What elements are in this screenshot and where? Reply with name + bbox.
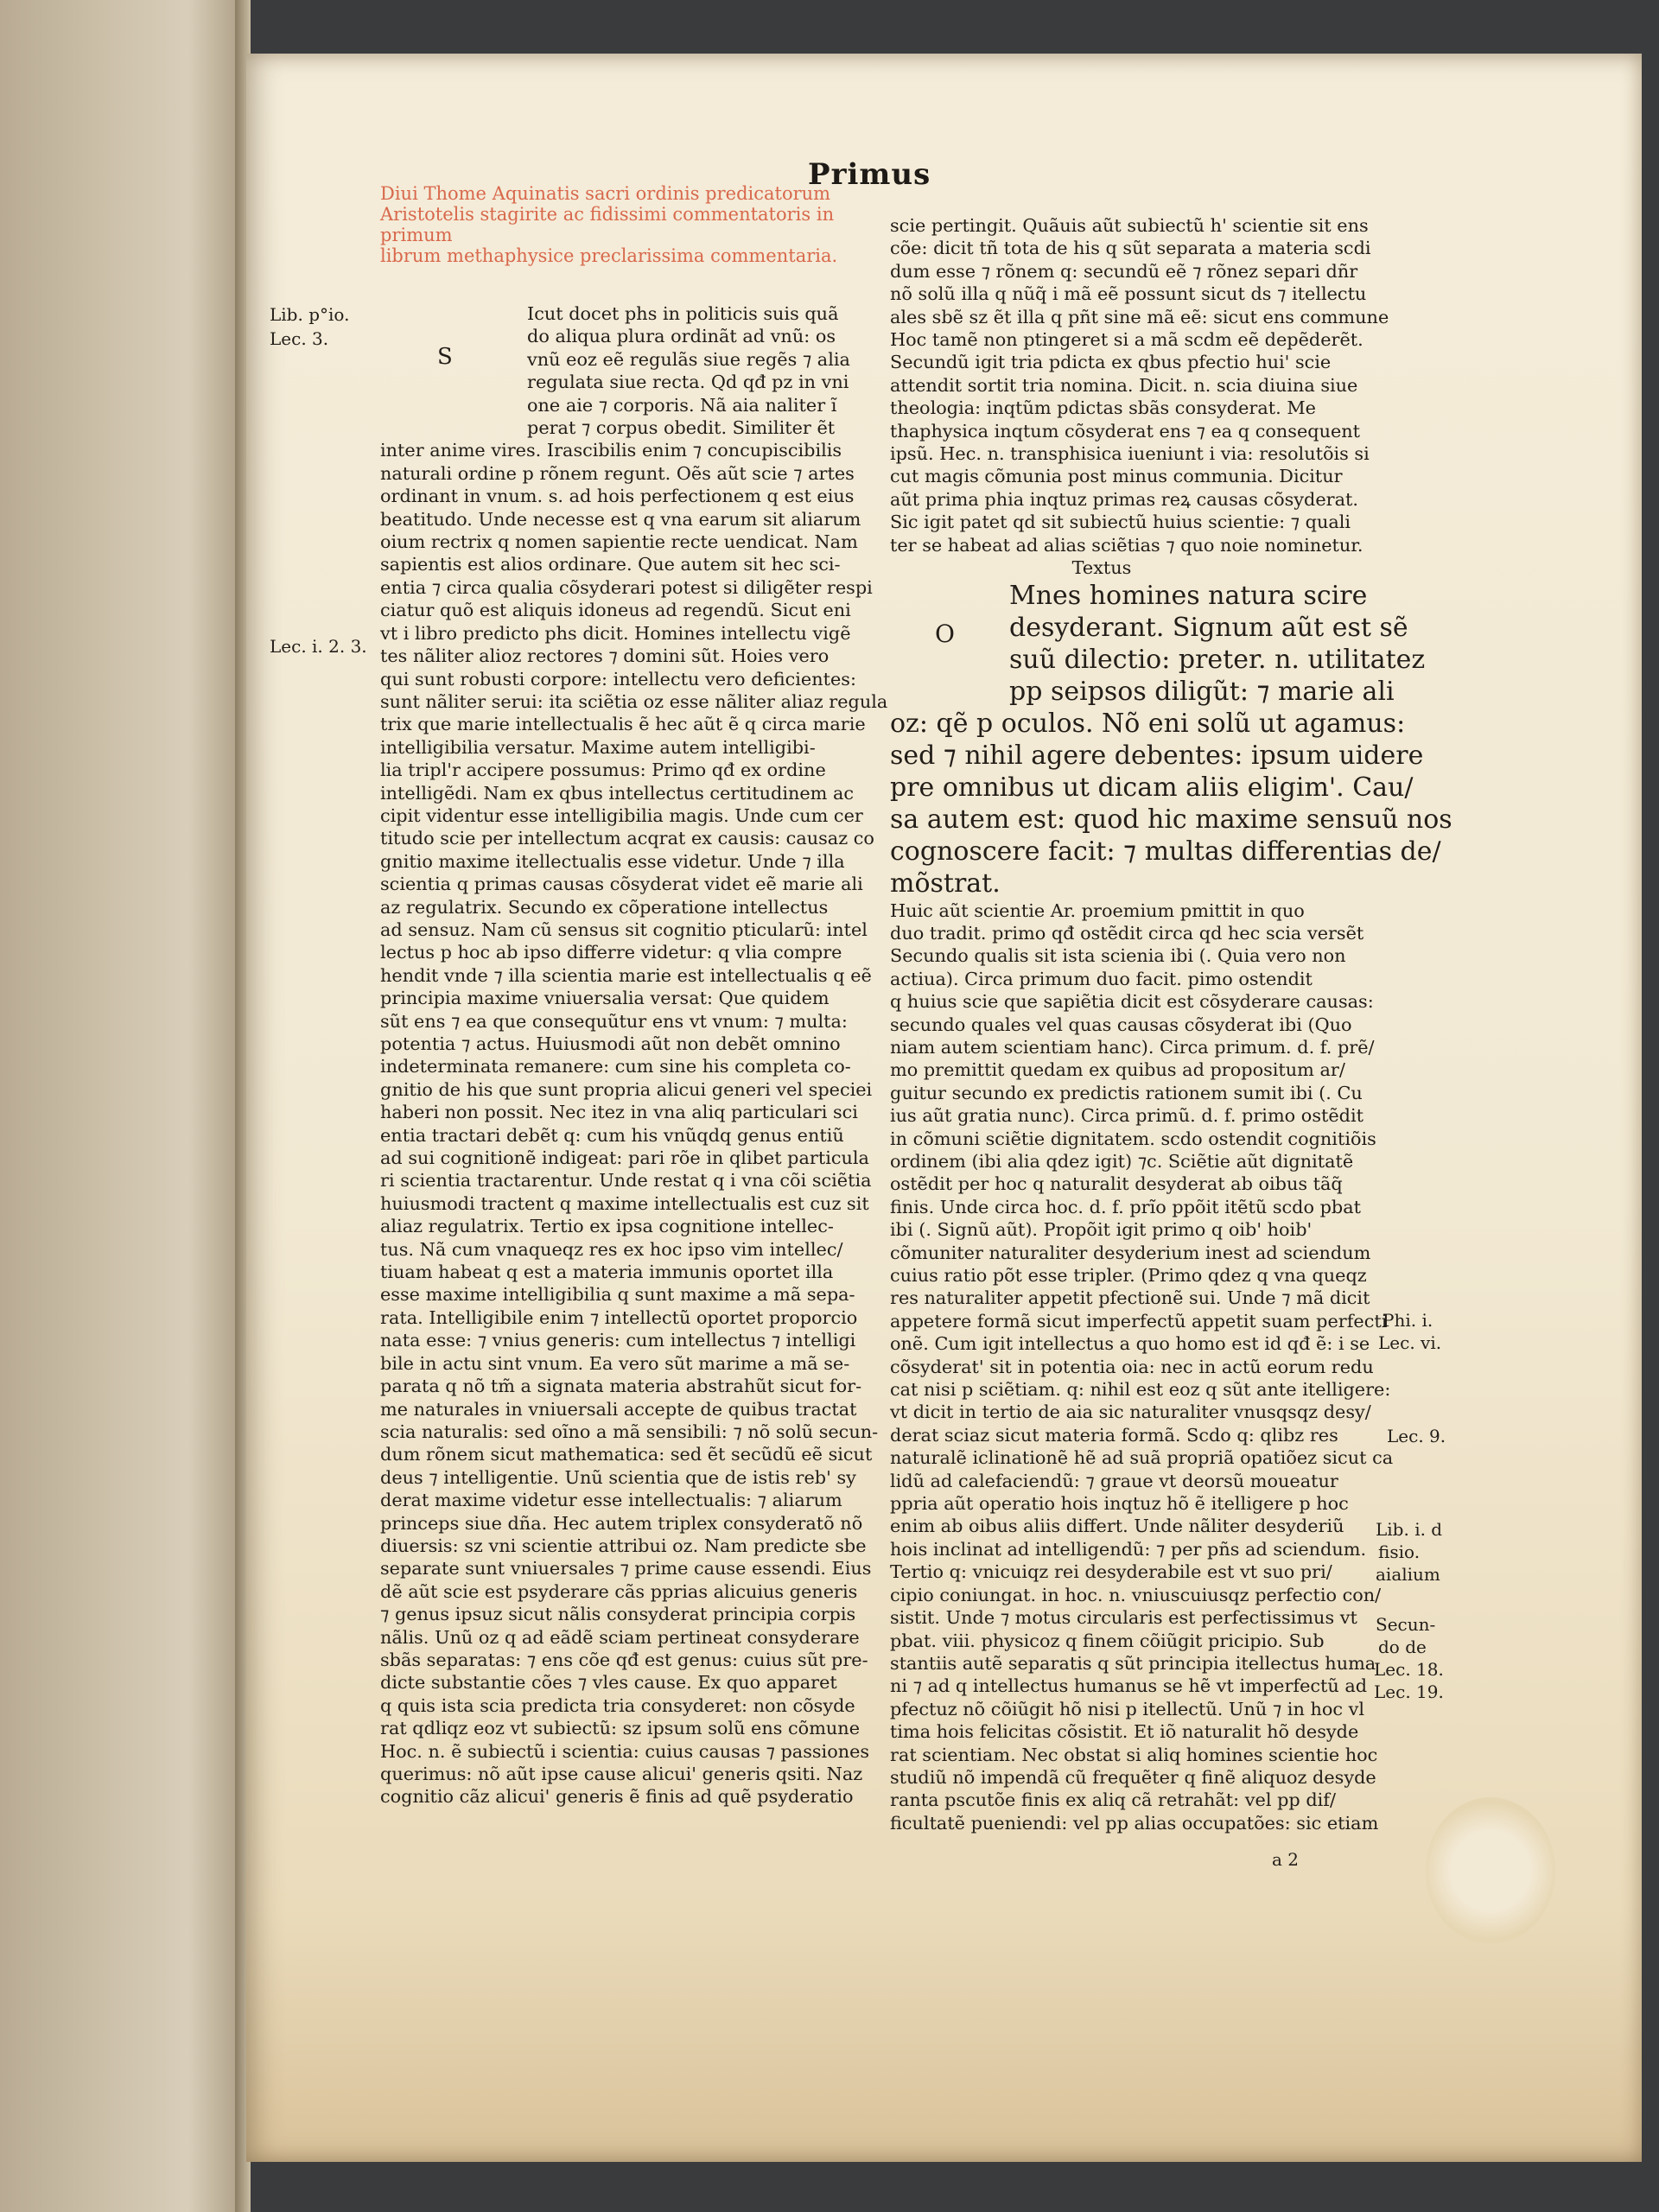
text-line: Sic igit patet qd sit subiectũ huius scientie: ⁊ quali — [890, 512, 1351, 533]
text-line: ranta pscutõe finis ex aliq cã retrahãt: vel pp dif/ — [890, 1789, 1336, 1811]
text-line: finis. Unde circa hoc. d. f. prĩo ppõit itẽtũ scdo pbat — [890, 1196, 1361, 1217]
water-stain — [1426, 1797, 1555, 1944]
margin-note-left: Lib. p°io. — [270, 304, 350, 325]
text-line: Secundo qualis sit ista scienia ibi (. Quia vero non — [890, 945, 1346, 967]
aristotle-text-line: sed ⁊ nihil agere debentes: ipsum uidere — [890, 740, 1424, 771]
text-line: q huius scie que sapiẽtia dicit est cõsyderare causas: — [890, 991, 1374, 1013]
text-line: guitur secundo ex predictis rationem sumit ibi (. Cu — [890, 1082, 1363, 1103]
text-line: Icut docet phs in politicis suis quã — [527, 303, 839, 324]
text-line: az regulatrix. Secundo ex cõperatione intellectus — [380, 896, 829, 918]
margin-note-right: Phi. i. — [1382, 1310, 1433, 1331]
text-line: entia ⁊ circa qualia cõsyderari potest si diligẽter respi — [380, 576, 873, 598]
text-line: stantiis autẽ separatis q sũt principia itellectus huma — [890, 1652, 1376, 1674]
text-line: appetere formã sicut imperfectũ appetit suam perfecti — [890, 1310, 1388, 1332]
text-line: res naturaliter appetit pfectionẽ sui. Unde ⁊ mã dicit — [890, 1287, 1370, 1309]
text-line: ostẽdit per hoc q naturalit desyderat ab oibus tãq̃ — [890, 1173, 1343, 1195]
aristotle-text-line: mõstrat. — [890, 868, 1001, 899]
text-line: entia tractari debẽt q: cum his vnũqdq genus entiũ — [380, 1124, 844, 1146]
aristotle-text-line: pp seipsos diligũt: ⁊ marie ali — [1009, 676, 1395, 707]
text-line: ius aũt gratia nunc). Circa primũ. d. f. primo ostẽdit — [890, 1105, 1363, 1127]
text-line: potentia ⁊ actus. Huiusmodi aũt non debẽt omnino — [380, 1033, 841, 1054]
margin-note-left: Lec. i. 2. 3. — [270, 636, 367, 657]
text-line: rata. Intelligibile enim ⁊ intellectũ oportet proporcio — [380, 1306, 858, 1328]
text-line: dicte substantie cões ⁊ vles cause. Ex quo apparet — [380, 1672, 837, 1694]
text-line: Hoc tamẽ non ptingeret si a mã scdm eẽ depẽderẽt. — [890, 329, 1363, 351]
aristotle-text-line: sa autem est: quod hic maxime sensuũ nos — [890, 804, 1452, 835]
text-line: beatitudo. Unde necesse est q vna earum sit aliarum — [380, 508, 861, 530]
text-line: ales sbẽ sz ẽt illa q pñt sine mã eẽ: sicut ens commune — [890, 306, 1389, 327]
text-line: onẽ. Cum igit intellectus a quo homo est id qđ ẽ: i se — [890, 1333, 1370, 1355]
text-line: Tertio q: vnicuiqz rei desyderabile est vt suo pri/ — [890, 1561, 1332, 1583]
text-line: lectus p hoc ab ipso differre videtur: q vlia compre — [380, 942, 842, 963]
text-line: ppria aũt operatio hois inqtuz hõ ẽ itelligere p hoc — [890, 1493, 1349, 1515]
text-line: hois inclinat ad intelligendũ: ⁊ per pñs ad sciendum. — [890, 1538, 1367, 1560]
text-line: indeterminata remanere: cum sine his completa co- — [380, 1056, 851, 1077]
text-line: diuersis: sz vni scientie attribui oz. Nam predicte sbe — [380, 1535, 867, 1556]
text-line: regulata siue recta. Qd qđ pz in vni — [527, 372, 849, 393]
text-line: separate sunt vniuersales ⁊ prime cause essendi. Eius — [380, 1558, 872, 1580]
text-line: Huic aũt scientie Ar. proemium pmittit in quo — [890, 899, 1305, 921]
text-line: sũt ens ⁊ ea que consequũtur ens vt vnum: ⁊ multa: — [380, 1010, 848, 1032]
text-line: pfectuz nõ cõiũgit hõ nisi p itellectũ. Unũ ⁊ in hoc vl — [890, 1698, 1365, 1719]
text-line: dẽ aũt scie est psyderare cãs pprias alicuius generis — [380, 1580, 858, 1602]
text-line: ad sensuz. Nam cũ sensus sit cognitio pticularũ: intel — [380, 918, 868, 940]
text-line: cognitio cãz alicui' generis ẽ finis ad quẽ psyderatio — [380, 1786, 854, 1808]
aristotle-text-line: oz: qẽ p oculos. Nõ eni solũ ut agamus: — [890, 708, 1406, 739]
commentary-column-left — [380, 302, 888, 1808]
margin-note-left: Lec. 3. — [270, 328, 329, 349]
text-line: scientia q primas causas cõsyderat videt eẽ marie ali — [380, 874, 863, 895]
text-line: vt i libro predicto phs dicit. Homines intellectu vigẽ — [380, 622, 851, 644]
drop-cap-guide-letter-textus: O — [935, 620, 955, 648]
text-line: ficultatẽ pueniendi: vel pp alias occupatões: sic etiam — [890, 1812, 1379, 1834]
text-line: tima hois felicitas cõsistit. Et iõ naturalit hõ desyde — [890, 1721, 1359, 1743]
text-line: ordinem (ibi alia qdez igit) ⁊c. Sciẽtie aũt dignitatẽ — [890, 1150, 1354, 1172]
margin-note-right: do de — [1378, 1637, 1427, 1657]
text-line: ter se habeat ad alias sciẽtias ⁊ quo noie nominetur. — [890, 534, 1363, 556]
text-line: hendit vnde ⁊ illa scientia marie est intellectualis q eẽ — [380, 964, 872, 986]
text-line: enim ab oibus aliis differt. Unde nãliter desyderiũ — [890, 1516, 1344, 1537]
text-line: inter anime vires. Irascibilis enim ⁊ concupiscibilis — [380, 440, 842, 461]
margin-note-right: Lec. 9. — [1387, 1426, 1446, 1446]
text-line: principia maxime vniuersalia versat: Que quidem — [380, 988, 830, 1009]
text-line: cõsyderat' sit in potentia oia: nec in actũ eorum redu — [890, 1356, 1374, 1377]
text-line: secundo quales vel quas causas cõsyderat ibi (Quo — [890, 1014, 1352, 1035]
margin-note-right: Secun- — [1376, 1614, 1436, 1635]
margin-note-right: aialium — [1376, 1564, 1440, 1585]
text-line: rat scientiam. Nec obstat si aliq homines scientie hoc — [890, 1744, 1378, 1765]
text-line: Hoc. n. ẽ subiectũ i scientia: cuius causas ⁊ passiones — [380, 1740, 870, 1762]
margin-note-right: Lec. 18. — [1374, 1659, 1444, 1680]
text-line: do aliqua plura ordinãt ad vnũ: os — [527, 326, 836, 347]
text-line: naturali ordine p rõnem regunt. Oẽs aũt scie ⁊ artes — [380, 462, 855, 484]
text-line: actiua). Circa primum duo facit. pimo ostendit — [890, 968, 1313, 989]
margin-note-right: Lec. vi. — [1378, 1332, 1442, 1353]
text-line: gnitio de his que sunt propria alicui generi vel speciei — [380, 1078, 873, 1100]
text-line: haberi non possit. Nec itez in vna aliq particulari sci — [380, 1102, 858, 1123]
aristotle-text-block — [890, 580, 1452, 899]
text-line: sapientis est alios ordinare. Que autem sit hec sci- — [380, 554, 841, 575]
text-line: ⁊ genus ipsuz sicut nãlis consyderat principia corpis — [380, 1604, 856, 1625]
text-line: trix que marie intellectualis ẽ hec aũt ẽ q circa marie — [380, 714, 866, 735]
text-line: intelligibilia versatur. Maxime autem intelligibi- — [380, 736, 816, 758]
text-line: perat ⁊ corpus obedit. Similiter ẽt — [527, 417, 836, 439]
text-line: scie pertingit. Quãuis aũt subiectũ h' scientie sit ens — [890, 215, 1369, 236]
aristotle-text-line: Mnes homines natura scire — [1009, 580, 1368, 611]
text-line: lia tripl'r accipere possumus: Primo qđ ex ordine — [380, 760, 826, 781]
aristotle-text-line: desyderant. Signum aũt est sẽ — [1009, 612, 1408, 643]
text-line: cut magis cõmunia post minus communia. Dicitur — [890, 466, 1343, 487]
text-line: ri scientia tractarentur. Unde restat q i vna cõi sciẽtia — [380, 1170, 872, 1192]
text-line: ipsũ. Hec. n. transphisica iueniunt i via: resolutõis si — [890, 443, 1370, 465]
text-line: cat nisi p sciẽtiam. q: nihil est eoz q sũt ante itelligere: — [890, 1379, 1391, 1401]
text-line: dum rõnem sicut mathematica: sed ẽt secũdũ eẽ sicut — [380, 1444, 873, 1465]
text-line: princeps siue dña. Hec autem triplex consyderatõ nõ — [380, 1512, 863, 1534]
aristotle-text-line: suũ dilectio: preter. n. utilitatez — [1009, 644, 1426, 675]
text-line: rat qdliqz eoz vt subiectũ: sz ipsum solũ ens cõmune — [380, 1718, 861, 1739]
text-line: mo premittit quedam ex quibus ad propositum ar/ — [890, 1059, 1345, 1081]
text-line: oium rectrix q nomen sapientie recte uendicat. Nam — [380, 531, 858, 553]
text-line: cuius ratio põt esse tripler. (Primo qdez q vna queqz — [890, 1265, 1367, 1286]
text-line: querimus: nõ aũt ipse cause alicui' generis qsiti. Naz — [380, 1764, 863, 1784]
text-line: parata q nõ tm̃ a signata materia abstrahũt sicut for- — [380, 1376, 862, 1397]
text-line: cipit videntur esse intelligibilia magis. Unde cum cer — [380, 804, 863, 826]
text-line: me naturales in vniuersali accepte de quibus tractat — [380, 1398, 857, 1420]
text-line: sunt nãliter serui: ita sciẽtia oz esse nãliter aliaz regula — [380, 690, 888, 712]
text-line: titudo scie per intellectum acqrat ex causis: causaz co — [380, 828, 874, 849]
text-line: nata esse: ⁊ vnius generis: cum intellectus ⁊ intelligi — [380, 1330, 856, 1351]
text-line: one aie ⁊ corporis. Nã aia naliter ĩ — [527, 394, 837, 416]
text-line: attendit sortit tria nomina. Dicit. n. scia diuina siue — [890, 374, 1358, 396]
signature-mark: a 2 — [1272, 1849, 1300, 1870]
text-line: naturalẽ iclinationẽ hẽ ad suã propriã opatiõez sicut ca — [890, 1447, 1394, 1469]
textus-label: Textus — [1071, 557, 1132, 579]
drop-cap-guide-letter: S — [437, 344, 453, 370]
text-line: cõmuniter naturaliter desyderium inest ad sciendum — [890, 1242, 1371, 1263]
running-head: Primus — [808, 157, 931, 192]
text-line: huiusmodi tractent q maxime intellectualis est cuz sit — [380, 1192, 869, 1214]
text-line: deus ⁊ intelligentie. Unũ scientia que de istis reb' sy — [380, 1466, 856, 1488]
text-line: derat maxime videtur esse intellectualis: ⁊ aliarum — [380, 1490, 842, 1511]
text-line: qui sunt robusti corpore: intellectu vero deficientes: — [380, 668, 856, 690]
text-line: gnitio maxime itellectualis esse videtur. Unde ⁊ illa — [380, 850, 845, 872]
column-right-bottom-text — [890, 899, 1394, 1835]
text-line: theologia: inqtũm pdictas sbãs consyderat. Me — [890, 397, 1316, 419]
text-line: ciatur quõ est aliquis idoneus ad regendũ. Sicut eni — [380, 600, 851, 621]
aristotle-text-line: pre omnibus ut dicam aliis eligim'. Cau/ — [890, 772, 1414, 803]
text-line: ad sui cognitionẽ indigeat: pari rõe in qlibet particula — [380, 1147, 869, 1169]
text-line: in cõmuni sciẽtie dignitatem. scdo ostendit cognitiõis — [890, 1128, 1376, 1149]
margin-note-right: fisio. — [1378, 1541, 1421, 1562]
text-line: vnũ eoz eẽ regulãs siue regẽs ⁊ alia — [527, 348, 850, 370]
text-line: aliaz regulatrix. Tertio ex ipsa cognitione intellec- — [380, 1216, 834, 1237]
aristotle-text-line: cognoscere facit: ⁊ multas differentias de/ — [890, 836, 1441, 867]
text-line: pbat. viii. physicoz q finem cõiũgit pricipio. Sub — [890, 1630, 1325, 1651]
text-line: aũt prima phia inqtuz primas reꝝ causas cõsyderat. — [890, 488, 1358, 510]
text-line: ni ⁊ ad q intellectus humanus se hẽ vt imperfectũ ad — [890, 1675, 1368, 1697]
text-line: cõe: dicit tñ tota de his q sũt separata a materia scdi — [890, 238, 1371, 259]
text-line: nõ solũ illa q nũq̃ i mã eẽ possunt sicut ds ⁊ itellectu — [890, 283, 1367, 305]
text-line: dum esse ⁊ rõnem q: secundũ eẽ ⁊ rõnez separi dñr — [890, 260, 1358, 282]
rubric-line: librum methaphysice preclarissima commentaria. — [380, 245, 838, 266]
margin-note-right: Lec. 19. — [1374, 1681, 1444, 1702]
rubric-heading — [380, 183, 864, 266]
text-line: cipio coniungat. in hoc. n. vniuscuiusqz perfectio con/ — [890, 1584, 1382, 1605]
text-line: ibi (. Signũ aũt). Propõit igit primo q oib' hoib' — [890, 1219, 1313, 1241]
text-line: vt dicit in tertio de aia sic naturaliter vnusqsqz desy/ — [890, 1402, 1371, 1423]
text-line: ordinant in vnum. s. ad hois perfectionem q est eius — [380, 486, 855, 507]
margin-note-right: Lib. i. d — [1376, 1519, 1443, 1540]
text-line: tus. Nã cum vnaqueqz res ex hoc ipso vim intellec/ — [380, 1238, 843, 1260]
text-line: esse maxime intelligibilia q sunt maxime a mã sepa- — [380, 1284, 855, 1306]
text-line: intelligẽdi. Nam ex qbus intellectus certitudinem ac — [380, 782, 855, 804]
text-line: derat sciaz sicut materia formã. Scdo q: qlibz res — [890, 1424, 1338, 1446]
text-line: niam autem scientiam hanc). Circa primum. d. f. prẽ/ — [890, 1036, 1375, 1058]
text-line: tiuam habeat q est a materia immunis oportet illa — [380, 1262, 834, 1283]
rubric-line: Diui Thome Aquinatis sacri ordinis predicatorum — [380, 183, 831, 204]
text-line: nãlis. Unũ oz q ad eãdẽ sciam pertineat consyderare — [380, 1626, 860, 1648]
text-line: sbãs separatas: ⁊ ens cõe qđ est genus: cuius sũt pre- — [380, 1649, 868, 1670]
left-page-edge — [0, 0, 251, 2212]
text-line: thaphysica inqtum cõsyderat ens ⁊ ea q consequent — [890, 420, 1361, 442]
rubric-line: Aristotelis stagirite ac fidissimi commentatoris in primum — [380, 204, 835, 245]
column-right-top-text — [890, 214, 1389, 556]
text-line: bile in actu sint vnum. Ea vero sũt marime a mã se- — [380, 1352, 850, 1374]
text-line: scia naturalis: sed oĩno a mã sensibili: ⁊ nõ solũ secun- — [380, 1421, 879, 1442]
text-line: sistit. Unde ⁊ motus circularis est perfectissimus vt — [890, 1607, 1357, 1629]
text-line: lidũ ad calefaciendũ: ⁊ graue vt deorsũ moueatur — [890, 1470, 1338, 1491]
text-line: q quis ista scia predicta tria consyderet: non cõsyde — [380, 1694, 855, 1716]
text-line: duo tradit. primo qđ ostẽdit circa qd hec scia versẽt — [890, 922, 1364, 944]
text-line: Secundũ igit tria pdicta ex qbus pfectio hui' scie — [890, 352, 1332, 373]
text-line: studiũ nõ impendã cũ frequẽter q finẽ aliquoz desyde — [890, 1766, 1376, 1788]
text-line: tes nãliter alioz rectores ⁊ domini sũt. Hoies vero — [380, 645, 830, 667]
